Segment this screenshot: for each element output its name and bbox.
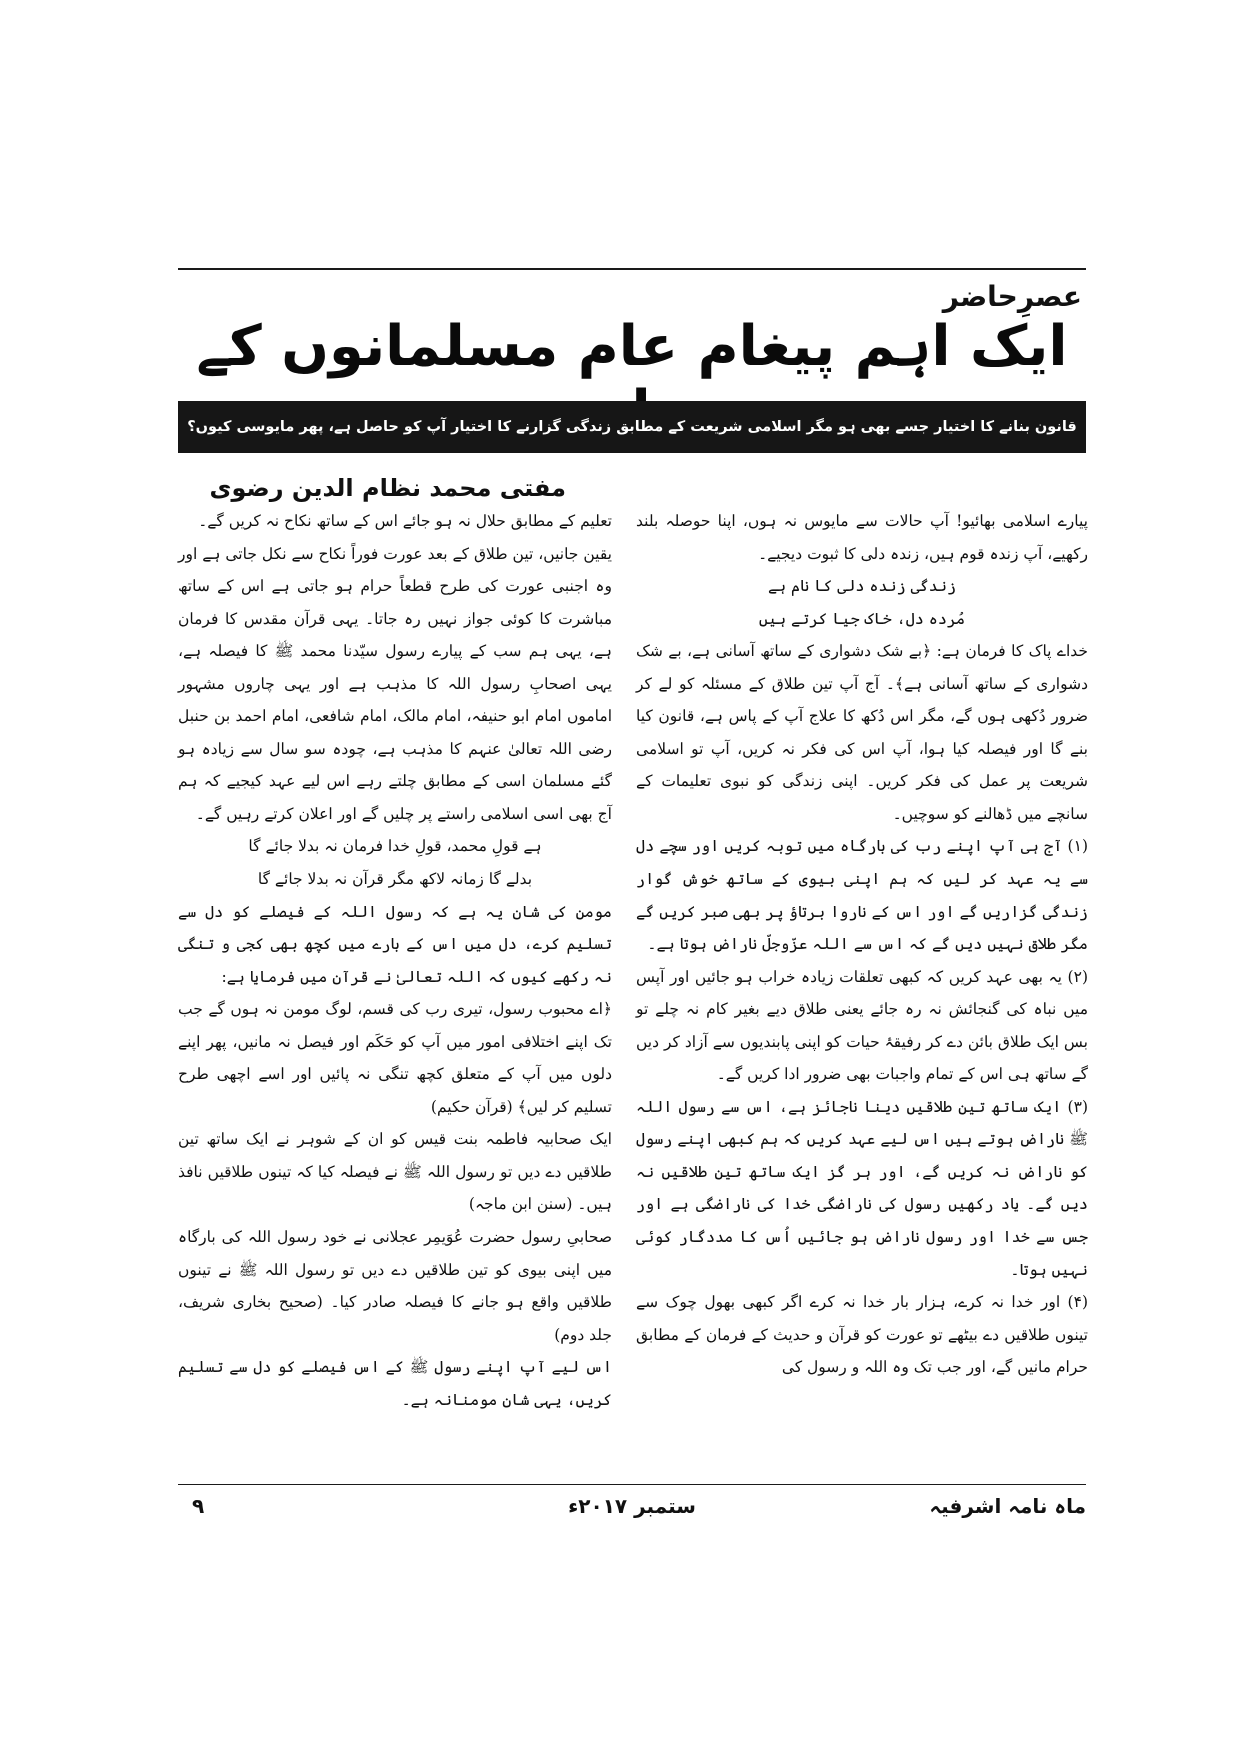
verse-line: مُردہ دل، خاک جیا کرتے ہیں bbox=[758, 609, 966, 628]
issue-date: ستمبر ۲۰۱۷ء bbox=[568, 1494, 696, 1518]
footer-rule bbox=[178, 1484, 1086, 1485]
paragraph: خداے پاک کا فرمان ہے: ﴿بے شک دشواری کے ساتھ آسانی ہے، بے شک دشواری کے ساتھ آسانی ہے﴾۔ آج آپ تین طلاق کے مسئلہ کو لے کر ضرور دُکھی ہوں گے، مگر اس دُکھ کا علاج آپ کے پاس ہے، قانون کیا بنے گا اور فیصلہ کیا ہوا، آپ اس کی فکر نہ کریں، آپ تو اسلامی شریعت پر عمل کی فکر کریں۔ اپنی زندگی کو نبوی تعلیمات کے سانچے میں ڈھالنے کو سوچیں۔ bbox=[636, 642, 1089, 823]
paragraph: ایک صحابیہ فاطمہ بنت قیس کو ان کے شوہر نے ایک ساتھ تین طلاقیں دے دیں تو رسول اللہ ﷺ نے فیصلہ کیا کہ تینوں طلاقیں نافذ ہیں۔ (سنن ابن ماجہ) bbox=[178, 1130, 612, 1214]
paragraph: اس لیے آپ اپنے رسول ﷺ کے اس فیصلے کو دل سے تسلیم کریں، یہی شانِ مومنانہ ہے۔ bbox=[178, 1358, 612, 1409]
paragraph: یقین جانیں، تین طلاق کے بعد عورت فوراً نکاح سے نکل جاتی ہے اور وہ اجنبی عورت کی طرح قطعاً حرام ہو جاتی ہے اس کے ساتھ مباشرت کا کوئی جواز نہیں رہ جاتا۔ یہی قرآن مقدس کا فرمان ہے، یہی ہم سب کے پیارے رسول سیّدنا محمد ﷺ کا فیصلہ ہے، یہی اصحابِ رسول اللہ کا مذہب ہے اور یہی چاروں مشہور اماموں امام ابو حنیفہ، امام مالک، امام شافعی، امام احمد بن حنبل رضی اللہ تعالیٰ عنہم کا مذہب ہے، چودہ سو سال سے زیادہ ہو گئے مسلمان اسی کے مطابق چلتے رہے اس لیے عہد کیجیے کہ ہم آج بھی اسی اسلامی راستے پر چلیں گے اور اعلان کرتے رہیں گے۔ bbox=[178, 544, 612, 823]
article-title: ایک اہم پیغام عام مسلمانوں کے bbox=[196, 314, 1068, 379]
magazine-name: ماہ نامہ اشرفیہ bbox=[929, 1494, 1086, 1518]
paragraph: پیارے اسلامی بھائیو! آپ حالات سے مایوس نہ ہوں، اپنا حوصلہ بلند رکھیے، آپ زندہ قوم ہیں، زندہ دلی کا ثبوت دیجیے۔ bbox=[636, 512, 1088, 563]
page-number: ۹ bbox=[192, 1494, 205, 1518]
paragraph: مومن کی شان یہ ہے کہ رسول اللہ کے فیصلے کو دل سے تسلیم کرے، دل میں اس کے بارے میں کچھ بھی کجی و تنگی نہ رکھے کیوں کہ اللہ تعالیٰ نے قرآن میں فرمایا ہے: bbox=[178, 902, 612, 986]
numbered-paragraph: (۲) یہ بھی عہد کریں کہ کبھی تعلقات زیادہ خراب ہو جائیں اور آپس میں نباہ کی گنجائش نہ رہ جائے یعنی طلاق دیے بغیر کام نہ چلے تو بس ایک طلاق بائن دے کر رفیقۂ حیات کو اپنی پابندیوں سے آزاد کر دیں گے ساتھ ہی اس کے تمام واجبات بھی ضرور ادا کریں گے۔ bbox=[636, 967, 1088, 1084]
paragraph: صحابیِ رسول حضرت عُوَیمِر عجلانی نے خود رسول اللہ کی بارگاہ میں اپنی بیوی کو تین طلاقیں دے دیں تو رسول اللہ ﷺ نے تینوں طلاقیں واقع ہو جانے کا فیصلہ صادر کیا۔ (صحیح بخاری شریف، جلد دوم) bbox=[178, 1228, 612, 1344]
section-label: عصرِحاضر bbox=[942, 280, 1082, 313]
author-name: مفتی محمد نظام الدین رضوی bbox=[209, 474, 566, 502]
quran-quote: ﴿اے محبوب رسول، تیری رب کی قسم، لوگ مومن نہ ہوں گے جب تک اپنے اختلافی امور میں آپ کو حَکَم اور فیصل نہ مانیں، پھر اپنے دلوں میں آپ کے متعلق کچھ تنگی نہ پائیں اور اسے اچھی طرح تسلیم کر لیں﴾ (قرآن حکیم) bbox=[178, 1000, 612, 1116]
numbered-paragraph: (۴) اور خدا نہ کرے، ہزار بار خدا نہ کرے اگر کبھی بھول چوک سے تینوں طلاقیں دے بیٹھے تو عورت کو قرآن و حدیث کے فرمان کے مطابق حرام مانیں گے، اور جب تک وہ اللہ و رسول کی bbox=[636, 1293, 1088, 1377]
verse-line: زندگی زندہ دلی کا نام ہے bbox=[767, 577, 957, 596]
numbered-paragraph: (۱) آج ہی آپ اپنے رب کی بارگاہ میں توبہ کریں اور سچے دل سے یہ عہد کر لیں کہ ہم اپنی بیوی کے ساتھ خوش گوار زندگی گزاریں گے اور اس کے ناروا برتاؤ پر بھی صبر کریں گے مگر طلاق نہیں دیں گے کہ اس سے اللہ عزّوجلّ ناراض ہوتا ہے۔ bbox=[636, 837, 1088, 954]
subtitle-banner: قانون بنانے کا اختیار جسے بھی ہو مگر اسلامی شریعت کے مطابق زندگی گزارنے کا اختیار آپ کو حاصل ہے، پھر مایوسی کیوں؟ bbox=[178, 401, 1086, 453]
verse-line: بدلے گا زمانہ لاکھ مگر قرآن نہ بدلا جائے گا bbox=[257, 870, 533, 889]
article-column-left bbox=[178, 505, 612, 1416]
numbered-paragraph: (۳) ایک ساتھ تین طلاقیں دینا ناجائز ہے، اس سے رسول اللہ ﷺ ناراض ہوتے ہیں اس لیے عہد کریں کہ ہم کبھی اپنے رسول کو ناراض نہ کریں گے، اور ہر گز ایک ساتھ تین طلاقیں نہ دیں گے۔ یاد رکھیں رسول کی ناراضگی خدا کی ناراضگی ہے اور جس سے خدا اور رسول ناراض ہو جائیں اُس کا مددگار کوئی نہیں ہوتا۔ bbox=[636, 1097, 1088, 1279]
page-footer bbox=[178, 1494, 1086, 1534]
article-column-right bbox=[636, 505, 1088, 1384]
verse-line: ہے قولِ محمد، قولِ خدا فرمان نہ بدلا جائے گا bbox=[248, 837, 542, 856]
paragraph: تعلیم کے مطابق حلال نہ ہو جائے اس کے ساتھ نکاح نہ کریں گے۔ bbox=[198, 512, 612, 530]
top-rule bbox=[178, 268, 1086, 270]
